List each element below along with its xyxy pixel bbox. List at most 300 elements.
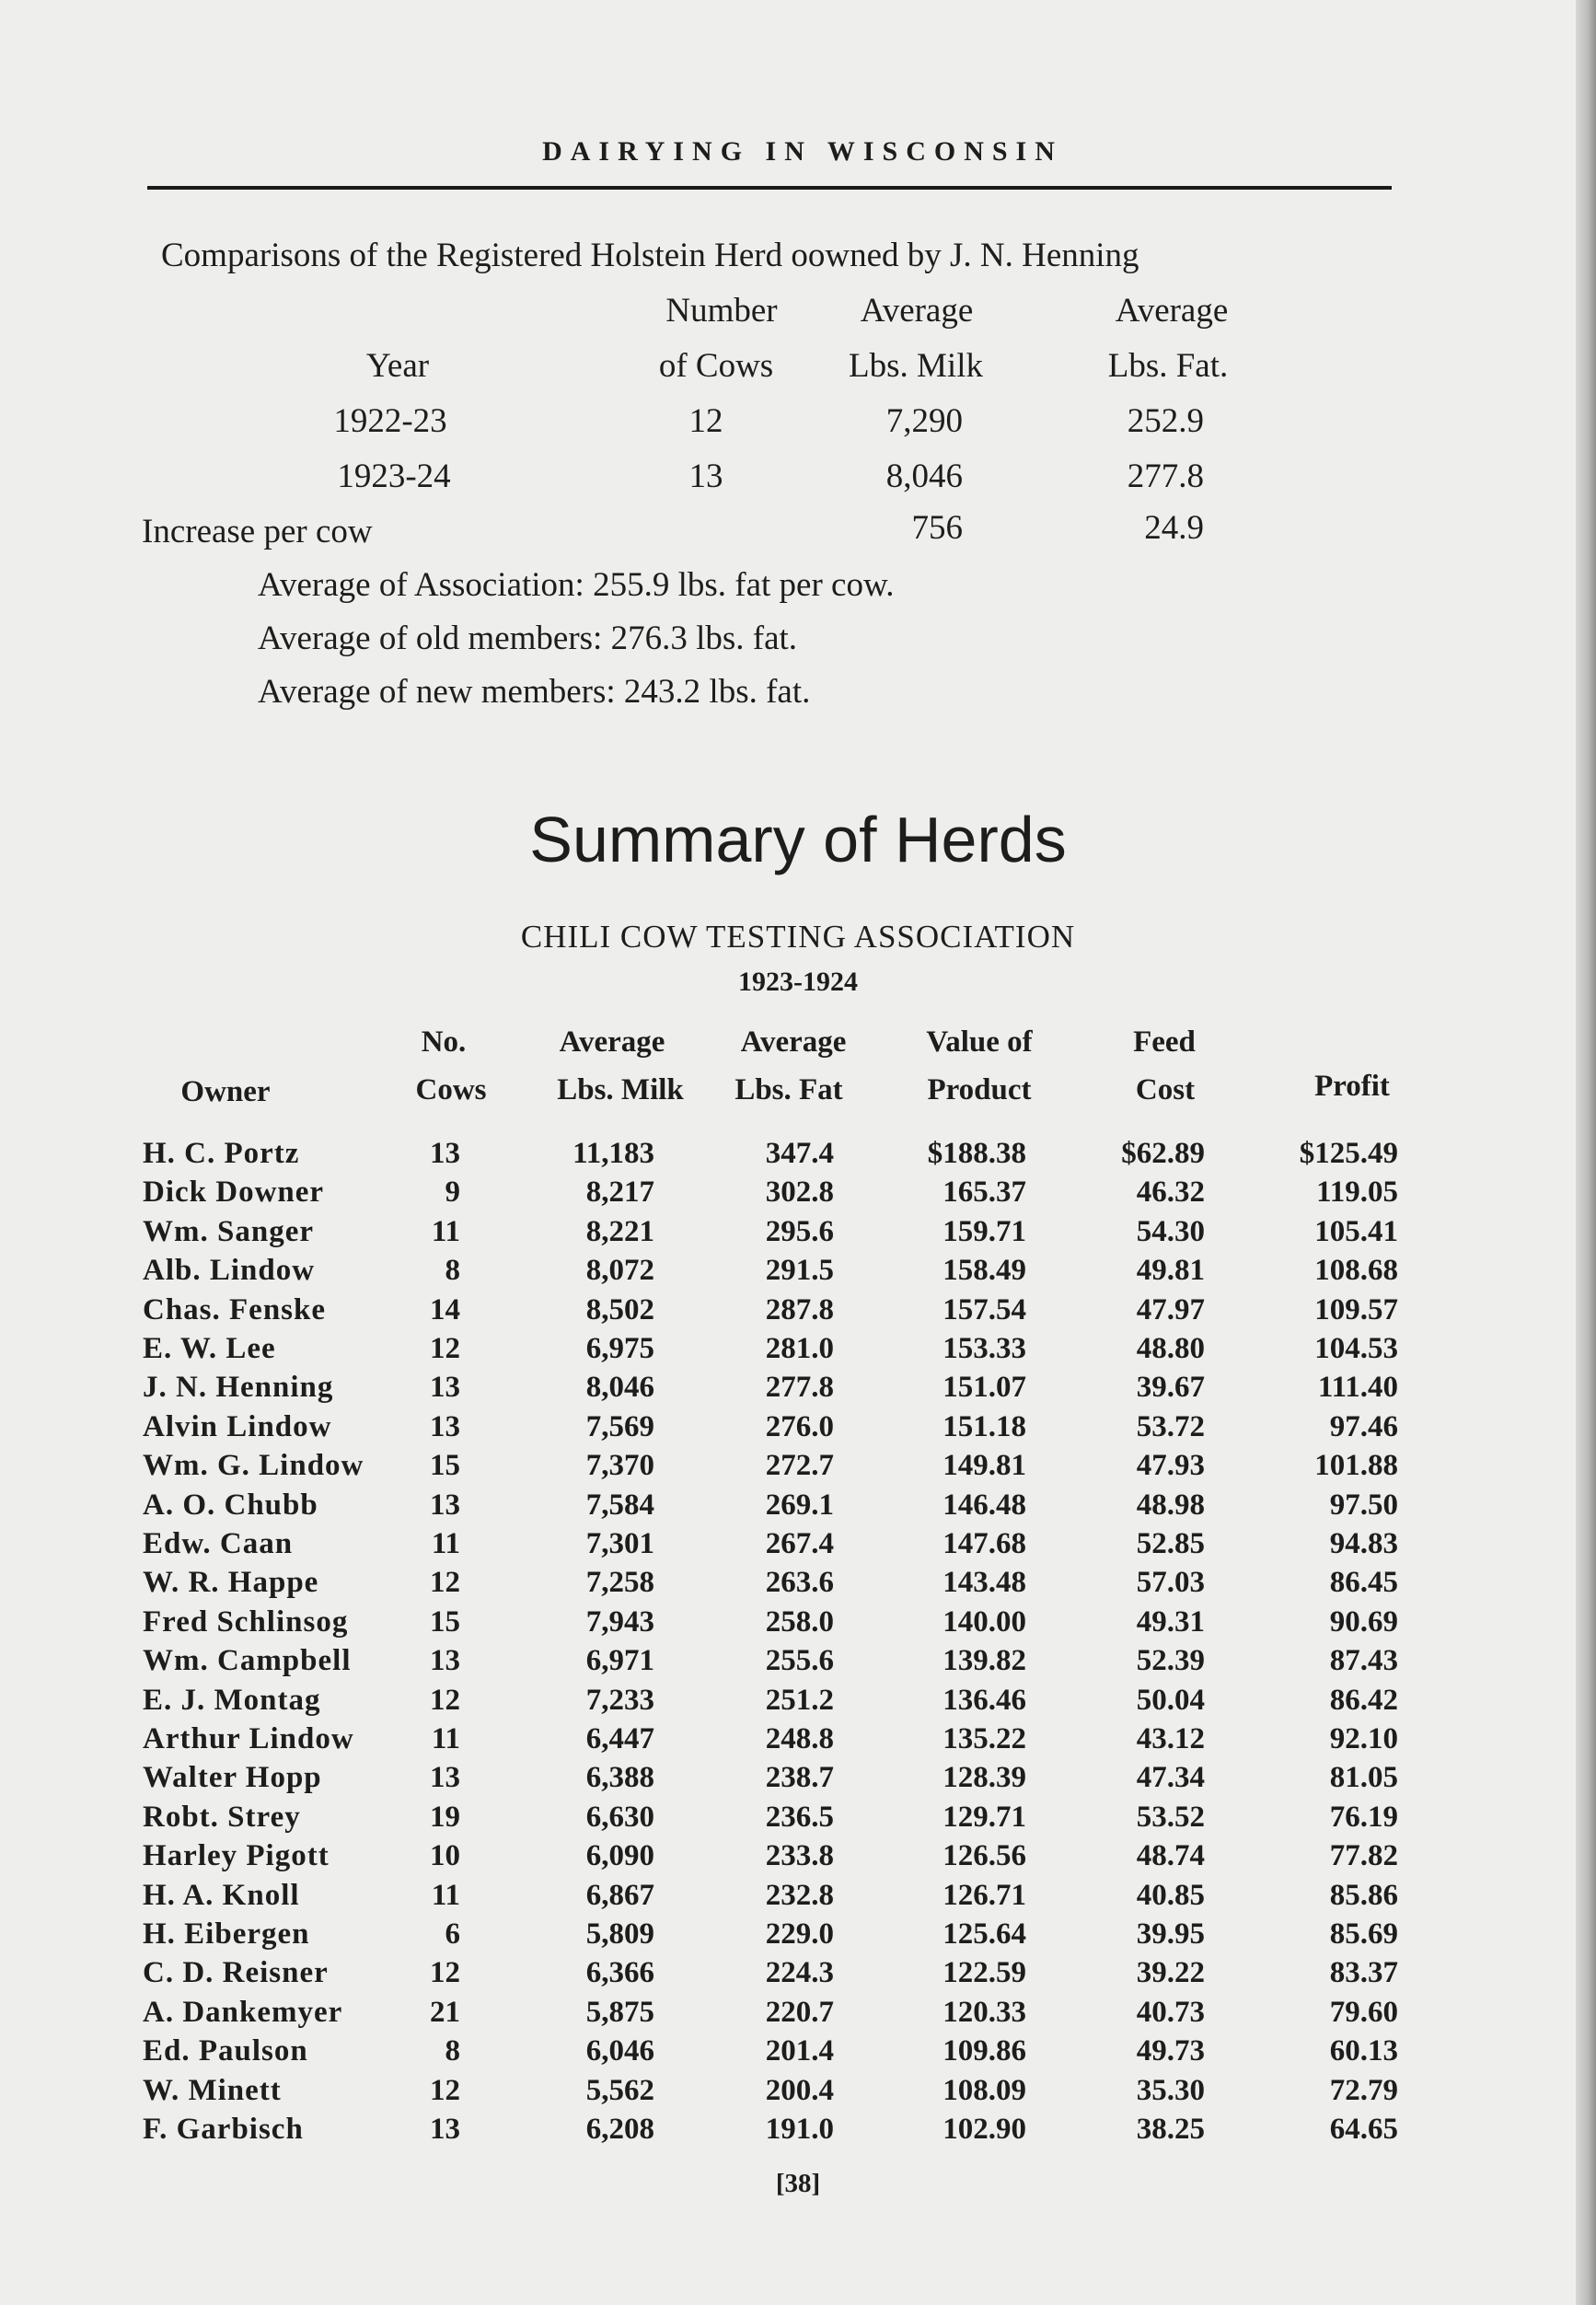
table-cell	[430, 1371, 460, 1405]
table-cell	[430, 1332, 460, 1366]
cell-cows: 13	[430, 1410, 460, 1443]
cell-owner: Edw. Caan	[143, 1527, 294, 1560]
table-cell	[1300, 1137, 1398, 1171]
cell-milk: 5,809	[585, 1917, 654, 1951]
table-cell	[1314, 1293, 1398, 1327]
cell-fat: 201.4	[765, 2034, 834, 2068]
cell-value: 159.71	[943, 1215, 1026, 1248]
cell-milk: 8,221	[585, 1215, 654, 1248]
table-cell	[1137, 2113, 1205, 2147]
cell-feed: 39.22	[1136, 1956, 1205, 1989]
cell-milk: 6,975	[585, 1332, 654, 1365]
table-cell	[430, 1684, 460, 1718]
table-cell	[766, 1917, 834, 1952]
table-cell	[766, 1684, 834, 1718]
table-cell	[143, 1332, 276, 1366]
cell-owner: H. A. Knoll	[143, 1879, 300, 1912]
cell-fat: 267.4	[765, 1527, 834, 1560]
cell-milk: 5,562	[585, 2074, 654, 2107]
comparison-header-cows-line2: of Cows	[658, 347, 774, 385]
table-cell	[1330, 1839, 1398, 1873]
table-cell	[766, 1215, 834, 1249]
table-cell	[572, 1137, 654, 1171]
cell-feed: 40.85	[1136, 1879, 1205, 1912]
comparison-header-year: Year	[365, 347, 430, 385]
table-cell	[430, 1566, 460, 1600]
header-milk-line1: Average	[559, 1025, 665, 1059]
cell-value: 135.22	[943, 1722, 1026, 1755]
cell-owner: Alvin Lindow	[143, 1410, 332, 1443]
comparison-row-fat: 277.8	[1127, 458, 1204, 495]
table-cell	[1137, 1371, 1205, 1405]
comparison-row-milk: 8,046	[885, 458, 963, 495]
cell-value: 158.49	[943, 1254, 1026, 1287]
table-cell	[943, 1371, 1026, 1405]
cell-cows: 15	[430, 1605, 460, 1639]
cell-owner: J. N. Henning	[143, 1371, 334, 1404]
cell-fat: 191.0	[765, 2113, 834, 2146]
cell-feed: 48.74	[1136, 1839, 1205, 1872]
comparison-title: Comparisons of the Registered Holstein Herd oowned by J. N. Henning	[161, 237, 1139, 274]
table-cell	[1330, 1488, 1398, 1523]
table-cell	[586, 1527, 654, 1561]
table-cell	[1330, 1566, 1398, 1600]
comparison-header-fat-line1: Average	[1115, 292, 1229, 330]
cell-fat: 255.6	[765, 1644, 834, 1677]
table-cell	[1330, 2034, 1398, 2068]
table-cell	[943, 1996, 1026, 2030]
table-cell	[1330, 1879, 1398, 1913]
table-cell	[445, 1176, 461, 1210]
table-cell	[766, 1839, 834, 1873]
table-cell	[1137, 2074, 1205, 2108]
table-cell	[586, 1996, 654, 2030]
table-cell	[586, 1176, 654, 1210]
cell-owner: Arthur Lindow	[143, 1722, 354, 1755]
table-cell	[943, 2034, 1026, 2068]
table-cell	[430, 1488, 460, 1523]
cell-cows: 11	[431, 1215, 460, 1248]
cell-milk: 7,943	[585, 1605, 654, 1639]
cell-cows: 11	[431, 1722, 460, 1755]
cell-value: 129.71	[943, 1801, 1026, 1834]
cell-feed: 47.34	[1136, 1761, 1205, 1794]
table-cell	[143, 1605, 348, 1639]
cell-value: 139.82	[943, 1644, 1026, 1677]
association-average-note: Average of Association: 255.9 lbs. fat per cow.	[258, 566, 895, 604]
cell-cows: 8	[445, 1254, 460, 1287]
cell-fat: 263.6	[765, 1566, 834, 1599]
cell-profit: 83.37	[1329, 1956, 1398, 1989]
cell-milk: 6,090	[585, 1839, 654, 1872]
header-cows-line2: Cows	[415, 1073, 487, 1106]
cell-cows: 13	[430, 1371, 460, 1404]
table-cell	[1137, 1801, 1205, 1835]
table-cell	[586, 2113, 654, 2147]
cell-owner: A. Dankemyer	[143, 1996, 343, 2029]
table-cell	[143, 1137, 299, 1171]
table-cell	[1137, 1566, 1205, 1600]
table-cell	[586, 2034, 654, 2068]
cell-value: 125.64	[943, 1917, 1026, 1951]
table-cell	[1314, 1449, 1398, 1483]
table-cell	[766, 1566, 834, 1600]
cell-milk: 6,208	[585, 2113, 654, 2146]
cell-cows: 12	[430, 2074, 460, 2107]
table-cell	[766, 1176, 834, 1210]
cell-value: 128.39	[943, 1761, 1026, 1794]
table-cell	[1330, 1644, 1398, 1678]
cell-owner: Robt. Strey	[143, 1801, 301, 1834]
table-cell	[1330, 1605, 1398, 1639]
table-cell	[143, 1644, 352, 1678]
table-cell	[943, 1879, 1026, 1913]
table-cell	[586, 1839, 654, 1873]
cell-feed: 38.25	[1136, 2113, 1205, 2146]
cell-feed: 49.31	[1136, 1605, 1205, 1639]
header-owner: Owner	[180, 1075, 271, 1108]
cell-cows: 10	[430, 1839, 460, 1872]
cell-feed: 39.67	[1136, 1371, 1205, 1404]
table-cell	[1137, 1761, 1205, 1795]
cell-cows: 11	[431, 1879, 460, 1912]
cell-value: 126.71	[943, 1879, 1026, 1912]
table-cell	[432, 1879, 460, 1913]
cell-milk: 7,233	[585, 1684, 654, 1717]
table-cell	[1314, 1215, 1398, 1249]
cell-profit: 87.43	[1329, 1644, 1398, 1677]
cell-owner: Alb. Lindow	[143, 1254, 316, 1287]
header-value-line2: Product	[927, 1073, 1032, 1106]
comparison-row-milk: 7,290	[885, 402, 963, 440]
table-cell	[1137, 1332, 1205, 1366]
cell-fat: 248.8	[765, 1722, 834, 1755]
cell-value: 102.90	[943, 2113, 1026, 2146]
table-cell	[430, 2074, 460, 2108]
cell-fat: 220.7	[765, 1996, 834, 2029]
cell-milk: 5,875	[585, 1996, 654, 2029]
table-cell	[586, 1605, 654, 1639]
cell-value: 126.56	[943, 1839, 1026, 1872]
header-feed-line1: Feed	[1133, 1025, 1196, 1059]
cell-profit: 94.83	[1329, 1527, 1398, 1560]
cell-profit: 101.88	[1314, 1449, 1398, 1482]
table-cell	[1330, 1761, 1398, 1795]
cell-value: 151.18	[943, 1410, 1026, 1443]
table-cell	[943, 1644, 1026, 1678]
old-members-note: Average of old members: 276.3 lbs. fat.	[258, 620, 798, 657]
table-cell	[143, 1684, 321, 1718]
table-cell	[943, 1293, 1026, 1327]
table-cell	[766, 1449, 834, 1483]
comparison-header-milk-line1: Average	[860, 292, 974, 330]
table-cell	[445, 1254, 461, 1288]
cell-fat: 302.8	[765, 1176, 834, 1209]
cell-value: 136.46	[943, 1684, 1026, 1717]
cell-profit: 119.05	[1316, 1176, 1398, 1209]
table-cell	[430, 2113, 460, 2147]
cell-profit: 72.79	[1329, 2074, 1398, 2107]
table-cell	[143, 1254, 315, 1288]
cell-feed: 53.72	[1136, 1410, 1205, 1443]
header-fat-line1: Average	[740, 1025, 847, 1059]
table-cell	[1137, 1839, 1205, 1873]
comparison-header-fat-line2: Lbs. Fat.	[1107, 347, 1229, 385]
comparison-row-fat: 252.9	[1127, 402, 1204, 440]
cell-feed: 53.52	[1136, 1801, 1205, 1834]
cell-value: 151.07	[943, 1371, 1026, 1404]
table-cell	[943, 1801, 1026, 1835]
table-cell	[1137, 1176, 1205, 1210]
table-cell	[430, 1801, 460, 1835]
cell-owner: E. W. Lee	[143, 1332, 276, 1365]
table-cell	[943, 1605, 1026, 1639]
cell-milk: 6,971	[585, 1644, 654, 1677]
cell-cows: 12	[430, 1332, 460, 1365]
table-cell	[143, 1722, 354, 1756]
table-cell	[766, 1527, 834, 1561]
table-cell	[432, 1527, 460, 1561]
table-cell	[943, 1410, 1026, 1444]
table-cell	[1137, 1254, 1205, 1288]
table-cell	[943, 1527, 1026, 1561]
table-cell	[766, 1879, 834, 1913]
cell-feed: 52.39	[1136, 1644, 1205, 1677]
cell-feed: $62.89	[1121, 1137, 1205, 1170]
table-cell	[430, 1449, 460, 1483]
table-cell	[766, 1293, 834, 1327]
table-cell	[943, 2074, 1026, 2108]
table-cell	[143, 1879, 300, 1913]
cell-owner: W. Minett	[143, 2074, 282, 2107]
cell-fat: 272.7	[765, 1449, 834, 1482]
table-cell	[943, 1956, 1026, 1990]
cell-feed: 57.03	[1136, 1566, 1205, 1599]
cell-value: 157.54	[943, 1293, 1026, 1326]
cell-profit: 60.13	[1329, 2034, 1398, 2068]
table-cell	[943, 1839, 1026, 1873]
table-cell	[943, 1215, 1026, 1249]
table-cell	[586, 1684, 654, 1718]
table-cell	[143, 1488, 318, 1523]
cell-value: 122.59	[943, 1956, 1026, 1989]
table-cell	[943, 1488, 1026, 1523]
table-cell	[1330, 2074, 1398, 2108]
cell-milk: 8,217	[585, 1176, 654, 1209]
comparison-header-milk-line2: Lbs. Milk	[849, 347, 983, 385]
table-cell	[1121, 1137, 1205, 1171]
cell-value: $188.38	[927, 1137, 1026, 1170]
cell-owner: H. Eibergen	[143, 1917, 310, 1951]
table-cell	[1316, 1176, 1398, 1210]
cell-milk: 7,584	[585, 1488, 654, 1522]
table-cell	[943, 1917, 1026, 1952]
cell-profit: 76.19	[1329, 1801, 1398, 1834]
table-cell	[143, 1449, 364, 1483]
cell-fat: 229.0	[765, 1917, 834, 1951]
cell-milk: 6,867	[585, 1879, 654, 1912]
table-cell	[432, 1215, 460, 1249]
table-cell	[143, 1527, 293, 1561]
table-cell	[586, 1917, 654, 1952]
cell-value: 165.37	[943, 1176, 1026, 1209]
cell-feed: 52.85	[1136, 1527, 1205, 1560]
cell-milk: 6,447	[585, 1722, 654, 1755]
table-cell	[1330, 1956, 1398, 1990]
cell-feed: 47.97	[1136, 1293, 1205, 1326]
table-cell	[1330, 1684, 1398, 1718]
cell-owner: C. D. Reisner	[143, 1956, 329, 1989]
page-edge-shadow	[1576, 0, 1596, 2305]
cell-cows: 11	[431, 1527, 460, 1560]
cell-milk: 7,258	[585, 1566, 654, 1599]
cell-cows: 12	[430, 1684, 460, 1717]
table-cell	[143, 1996, 342, 2030]
header-feed-line2: Cost	[1135, 1073, 1196, 1106]
header-cows-line1: No.	[421, 1025, 467, 1059]
table-cell	[943, 1722, 1026, 1756]
table-cell	[766, 1956, 834, 1990]
table-cell	[143, 1839, 330, 1873]
cell-owner: E. J. Montag	[143, 1684, 321, 1717]
cell-owner: Ed. Paulson	[143, 2034, 308, 2068]
cell-fat: 200.4	[765, 2074, 834, 2107]
cell-milk: 7,569	[585, 1410, 654, 1443]
cell-profit: 90.69	[1329, 1605, 1398, 1639]
table-cell	[586, 1722, 654, 1756]
cell-profit: $125.49	[1299, 1137, 1398, 1170]
comparison-row-cows: 12	[688, 402, 723, 440]
cell-milk: 6,366	[585, 1956, 654, 1989]
cell-value: 120.33	[943, 1996, 1026, 2029]
header-milk-line2: Lbs. Milk	[557, 1073, 684, 1106]
cell-owner: Wm. G. Lindow	[143, 1449, 364, 1482]
table-cell	[586, 1449, 654, 1483]
table-cell	[1137, 1410, 1205, 1444]
table-cell	[1330, 1410, 1398, 1444]
table-cell	[928, 1137, 1026, 1171]
table-cell	[1137, 1722, 1205, 1756]
table-cell	[143, 2034, 308, 2068]
cell-owner: Fred Schlinsog	[143, 1605, 349, 1639]
table-cell	[586, 1566, 654, 1600]
cell-cows: 9	[445, 1176, 460, 1209]
table-cell	[445, 1917, 461, 1952]
table-cell	[766, 1137, 834, 1171]
table-cell	[766, 1371, 834, 1405]
comparison-header-cows-line1: Number	[665, 292, 778, 330]
cell-fat: 291.5	[765, 1254, 834, 1287]
table-cell	[1137, 1684, 1205, 1718]
table-cell	[1318, 1371, 1398, 1405]
cell-cows: 8	[445, 2034, 460, 2068]
cell-cows: 13	[430, 1644, 460, 1677]
cell-value: 143.48	[943, 1566, 1026, 1599]
cell-cows: 14	[430, 1293, 460, 1326]
cell-fat: 233.8	[765, 1839, 834, 1872]
cell-owner: Wm. Sanger	[143, 1215, 314, 1248]
cell-cows: 12	[430, 1956, 460, 1989]
cell-cows: 13	[430, 1761, 460, 1794]
cell-profit: 77.82	[1329, 1839, 1398, 1872]
table-cell	[586, 1293, 654, 1327]
table-cell	[1330, 1801, 1398, 1835]
cell-feed: 54.30	[1136, 1215, 1205, 1248]
comparison-row-year: 1922-23	[333, 402, 447, 440]
table-cell	[943, 1176, 1026, 1210]
cell-feed: 46.32	[1136, 1176, 1205, 1209]
cell-owner: Wm. Campbell	[143, 1644, 352, 1677]
header-value-line1: Value of	[926, 1025, 1033, 1059]
table-cell	[586, 1488, 654, 1523]
table-cell	[1137, 1917, 1205, 1952]
table-cell	[143, 2113, 304, 2147]
cell-profit: 64.65	[1329, 2113, 1398, 2146]
cell-profit: 105.41	[1314, 1215, 1398, 1248]
cell-milk: 8,502	[585, 1293, 654, 1326]
cell-fat: 269.1	[765, 1488, 834, 1522]
cell-profit: 86.42	[1329, 1684, 1398, 1717]
cell-owner: Chas. Fenske	[143, 1293, 327, 1326]
table-cell	[766, 1644, 834, 1678]
table-cell	[143, 1293, 326, 1327]
cell-fat: 238.7	[765, 1761, 834, 1794]
cell-value: 146.48	[943, 1488, 1026, 1522]
table-cell	[586, 1332, 654, 1366]
cell-milk: 6,630	[585, 1801, 654, 1834]
cell-owner: Dick Downer	[143, 1176, 325, 1209]
cell-feed: 48.98	[1136, 1488, 1205, 1522]
table-cell	[432, 1722, 460, 1756]
table-cell	[766, 1605, 834, 1639]
cell-feed: 35.30	[1136, 2074, 1205, 2107]
table-cell	[943, 1566, 1026, 1600]
increase-label: Increase per cow	[142, 513, 373, 550]
table-cell	[766, 1410, 834, 1444]
cell-owner: Walter Hopp	[143, 1761, 322, 1794]
table-cell	[1330, 1527, 1398, 1561]
table-cell	[943, 1761, 1026, 1795]
table-cell	[586, 1801, 654, 1835]
cell-value: 140.00	[943, 1605, 1026, 1639]
table-cell	[430, 1761, 460, 1795]
increase-fat: 24.9	[1144, 509, 1204, 547]
cell-profit: 111.40	[1317, 1371, 1398, 1404]
table-cell	[766, 1332, 834, 1366]
cell-fat: 287.8	[765, 1293, 834, 1326]
cell-fat: 232.8	[765, 1879, 834, 1912]
table-cell	[1314, 1254, 1398, 1288]
table-cell	[943, 1254, 1026, 1288]
table-cell	[143, 1566, 318, 1600]
cell-feed: 49.73	[1136, 2034, 1205, 2068]
cell-fat: 277.8	[765, 1371, 834, 1404]
header-profit: Profit	[1314, 1070, 1390, 1103]
cell-profit: 104.53	[1314, 1332, 1398, 1365]
table-cell	[1314, 1332, 1398, 1366]
cell-cows: 15	[430, 1449, 460, 1482]
association-years: 1923-1924	[738, 967, 858, 997]
cell-cows: 13	[430, 1137, 460, 1170]
table-cell	[586, 2074, 654, 2108]
cell-milk: 11,183	[572, 1137, 654, 1170]
table-cell	[430, 1137, 460, 1171]
header-rule	[147, 186, 1392, 190]
table-cell	[1137, 1293, 1205, 1327]
cell-value: 149.81	[943, 1449, 1026, 1482]
table-cell	[586, 1254, 654, 1288]
table-cell	[143, 1761, 322, 1795]
